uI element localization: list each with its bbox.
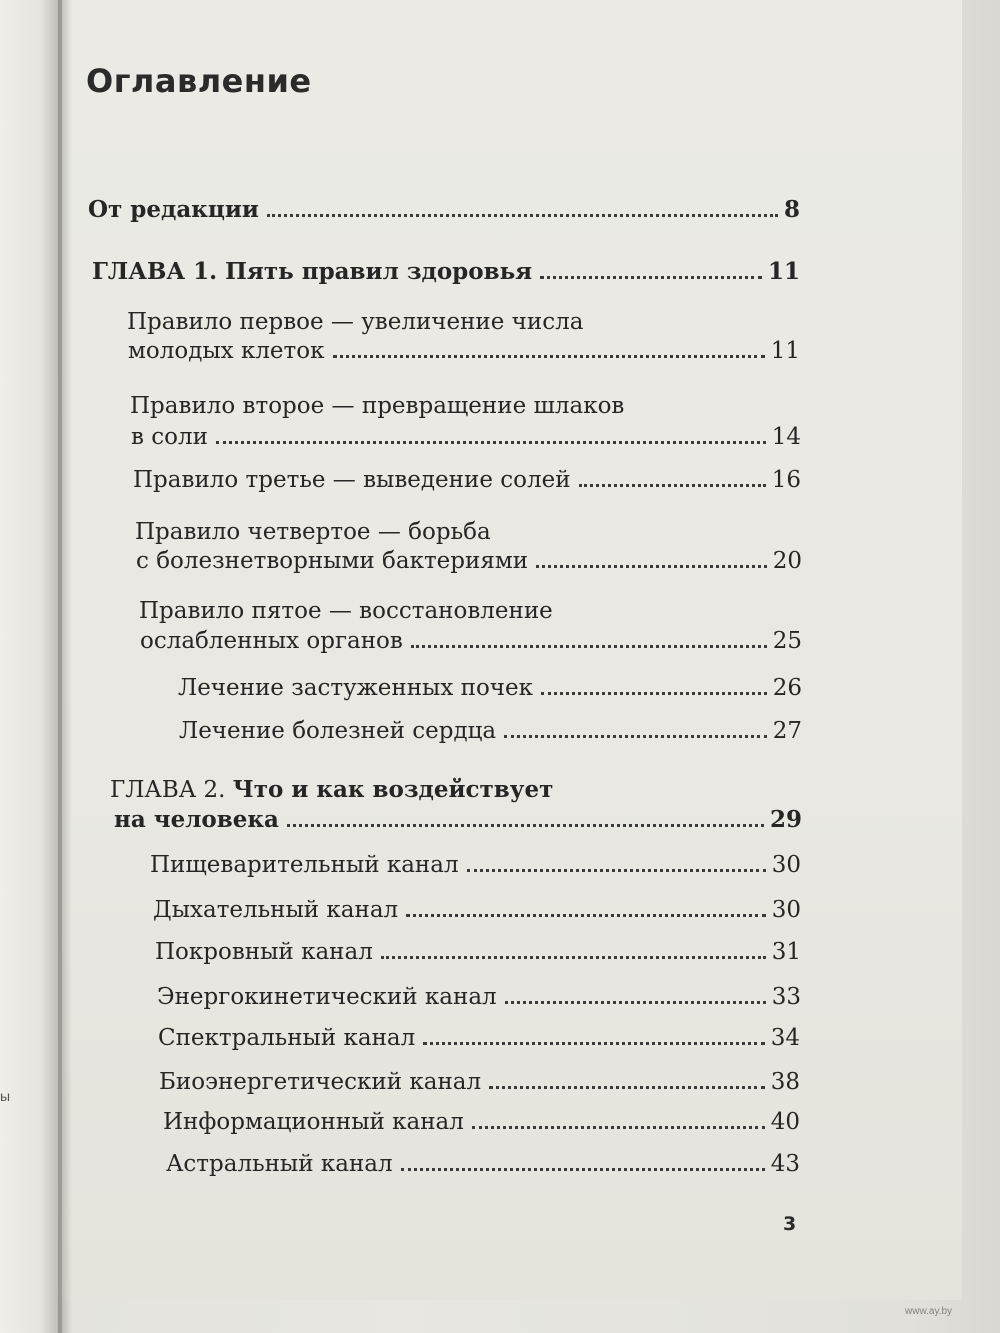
- toc-leader: [216, 441, 766, 444]
- toc-entry-title: От редакции: [88, 196, 259, 223]
- toc-entry-rule-4: [136, 548, 802, 574]
- toc-entry-page: 29: [769, 806, 802, 833]
- toc-entry-digestive: [150, 852, 801, 878]
- toc-entry-rule-1: [128, 338, 800, 364]
- toc-entry-title: Покровный канал: [155, 939, 373, 965]
- toc-leader: [381, 956, 766, 959]
- toc-entry-title: Спектральный канал: [158, 1025, 416, 1051]
- toc-entry-title: Биоэнергетический канал: [159, 1069, 482, 1095]
- toc-leader: [489, 1086, 765, 1089]
- page-number: 3: [783, 1213, 797, 1235]
- toc-leader: [287, 824, 764, 827]
- toc-entry-page: 11: [770, 338, 800, 364]
- toc-entry-title: Энергокинетический канал: [157, 984, 497, 1010]
- page-title: Оглавление: [86, 62, 312, 100]
- toc-leader: [472, 1126, 765, 1129]
- toc-entry-title: Лечение застуженных почек: [178, 675, 533, 701]
- toc-entry-title: ГЛАВА 1. Пять правил здоровья: [92, 258, 533, 285]
- chapter-title: Что и как воздействует: [232, 776, 554, 803]
- toc-entry-energokinetic: [157, 984, 801, 1010]
- toc-entry-spectral: [158, 1025, 800, 1051]
- toc-leader: [505, 1001, 766, 1004]
- toc-entry-title: молодых клеток: [128, 338, 325, 364]
- toc-leader: [504, 735, 767, 738]
- toc-entry-title: Лечение болезней сердца: [179, 718, 497, 744]
- toc-leader: [411, 645, 767, 648]
- toc-leader: [267, 214, 778, 217]
- toc-entry-respiratory: [153, 897, 801, 923]
- toc-leader: [401, 1168, 765, 1171]
- toc-entry-title: на человека: [114, 806, 279, 833]
- toc-leader: [541, 692, 767, 695]
- toc-entry-page: 34: [770, 1025, 800, 1051]
- toc-entry-subsection-heart: [179, 718, 802, 744]
- toc-leader: [467, 869, 766, 872]
- toc-entry-title: Астральный канал: [166, 1151, 393, 1177]
- toc-entry-title: в соли: [131, 424, 208, 450]
- toc-entry-page: 27: [772, 718, 802, 744]
- toc-leader: [536, 565, 767, 568]
- toc-entry-title: ослабленных органов: [140, 628, 403, 654]
- chapter-prefix: ГЛАВА 2.: [110, 777, 226, 803]
- toc-entry-page: 14: [771, 424, 801, 450]
- toc-entry-title: Информационный канал: [163, 1109, 464, 1135]
- toc-entry-astral: [166, 1151, 800, 1177]
- toc-leader: [540, 276, 762, 279]
- left-page-edge: [0, 0, 62, 1333]
- toc-entry-page: 20: [772, 548, 802, 574]
- toc-entry-chapter-2-line-1: [110, 776, 553, 803]
- toc-entry-chapter-2: [114, 806, 802, 833]
- edge-text-fragment: ы: [0, 1088, 11, 1104]
- toc-entry-page: 33: [771, 984, 801, 1010]
- toc-leader: [333, 355, 765, 358]
- toc-entry-title: с болезнетворными бактериями: [136, 548, 529, 574]
- toc-entry-page: 26: [772, 675, 802, 701]
- watermark: www.ay.by: [905, 1306, 953, 1317]
- toc-leader: [423, 1042, 764, 1045]
- toc-entry-page: 31: [771, 939, 801, 965]
- toc-entry-page: 30: [771, 897, 801, 923]
- toc-entry-page: 40: [770, 1109, 800, 1135]
- toc-entry-page: 25: [772, 628, 802, 654]
- toc-entry-title: Правило третье — выведение солей: [133, 467, 571, 493]
- toc-entry-rule-1-line-1: Правило первое — увеличение числа: [127, 309, 584, 335]
- toc-entry-informational: [163, 1109, 800, 1135]
- toc-entry-rule-2-line-1: Правило второе — превращение шлаков: [130, 393, 625, 419]
- toc-entry-page: 11: [767, 258, 800, 285]
- toc-entry-subsection-kidneys: [178, 675, 802, 701]
- toc-entry-page: 30: [771, 852, 801, 878]
- spine-shadow: [58, 0, 72, 1333]
- toc-entry-rule-5: [140, 628, 802, 654]
- toc-entry-page: 38: [770, 1069, 800, 1095]
- toc-entry-chapter-1: [92, 258, 800, 285]
- toc-entry-integumentary: [155, 939, 801, 965]
- toc-entry-rule-4-line-1: Правило четвертое — борьба: [135, 519, 491, 545]
- toc-entry-rule-5-line-1: Правило пятое — восстановление: [139, 598, 553, 624]
- toc-entry-title: Пищеварительный канал: [150, 852, 459, 878]
- toc-leader: [406, 914, 766, 917]
- toc-entry-rule-3: [133, 467, 801, 493]
- toc-entry-foreword: [88, 196, 800, 223]
- toc-entry-bioenergetic: [159, 1069, 800, 1095]
- toc-entry-page: 16: [771, 467, 801, 493]
- toc-leader: [579, 484, 766, 487]
- toc-entry-rule-2: [131, 424, 801, 450]
- toc-entry-page: 8: [783, 196, 800, 223]
- toc-entry-page: 43: [770, 1151, 800, 1177]
- toc-entry-title: Дыхательный канал: [153, 897, 399, 923]
